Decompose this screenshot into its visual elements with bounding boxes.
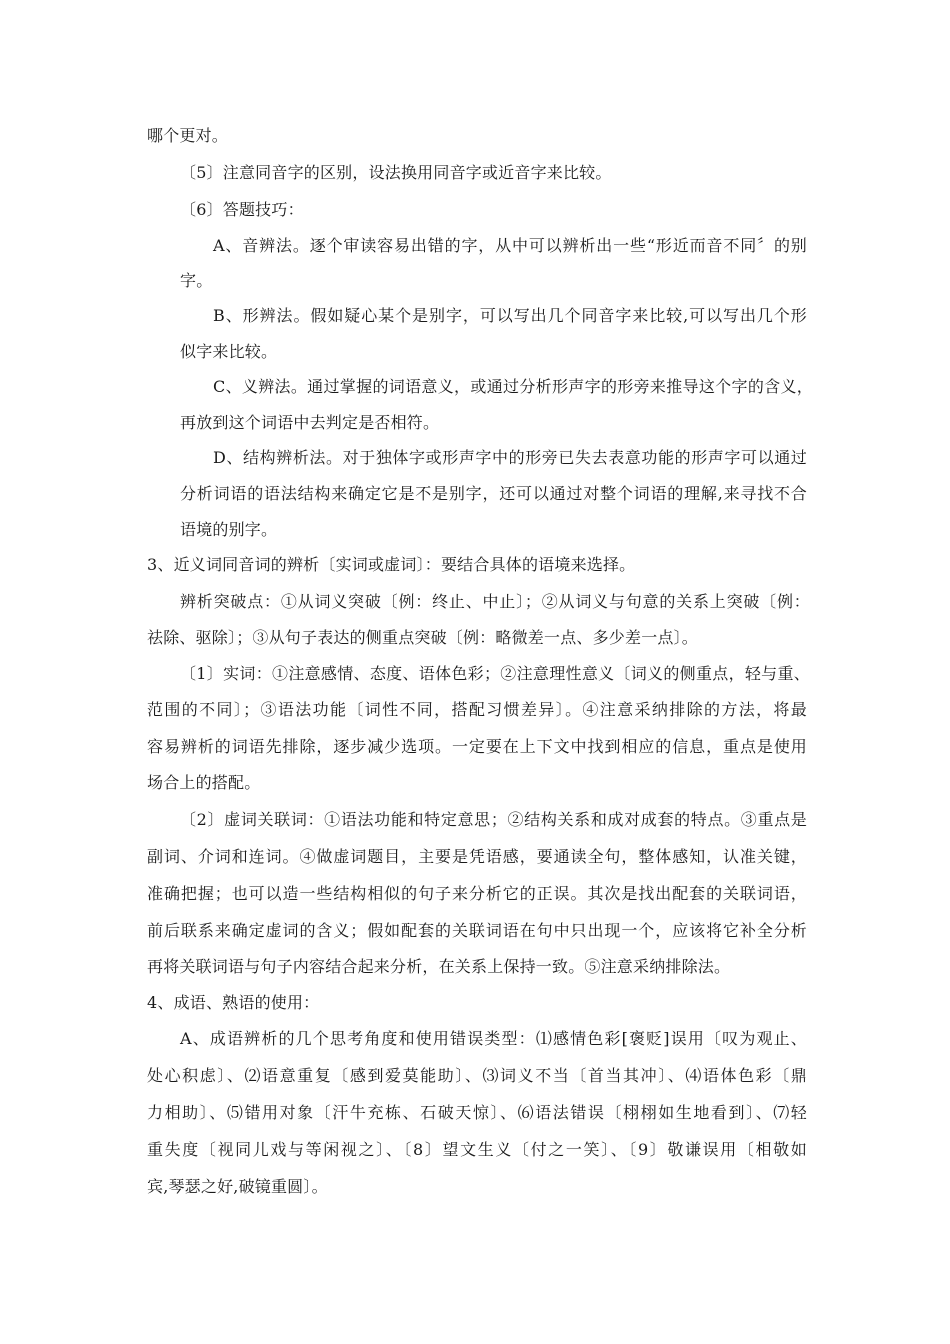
text-line: 再将关联词语与句子内容结合起来分析，在关系上保持一致。⑤注意采纳排除法。: [147, 957, 731, 976]
text-line: 副词、介词和连词。④做虚词题目，主要是凭语感，要通读全句，整体感知，认准关键，: [147, 847, 807, 866]
text-line: 语境的别字。: [180, 520, 278, 539]
text-line: 祛除、驱除〕；③从句子表达的侧重点突破〔例：略微差一点、多少差一点〕。: [147, 628, 699, 647]
text-line: 重失度〔视同儿戏与等闲视之〕、〔8〕望文生义〔付之一笑〕、〔9〕敬谦误用〔相敬如: [147, 1140, 807, 1159]
text-line: 准确把握；也可以造一些结构相似的句子来分析它的正误。其次是找出配套的关联词语，: [147, 884, 807, 903]
text-line: 〔6〕答题技巧：: [180, 200, 304, 219]
text-line: 辨析突破点：①从词义突破〔例：终止、中止〕；②从词义与句意的关系上突破〔例：: [180, 592, 810, 611]
text-line: 〔2〕虚词关联词：①语法功能和特定意思；②结构关系和成对成套的特点。③重点是: [180, 810, 807, 829]
text-line: 3、近义词同音词的辨析〔实词或虚词〕：要结合具体的语境来选择。: [147, 555, 636, 574]
text-line: 宾,琴瑟之好,破镜重圆〕。: [147, 1177, 328, 1196]
text-line: 分析词语的语法结构来确定它是不是别字，还可以通过对整个词语的理解,来寻找不合: [180, 484, 807, 503]
text-line: 再放到这个词语中去判定是否相符。: [180, 413, 440, 432]
text-line: 〔1〕实词：①注意感情、态度、语体色彩；②注意理性意义〔词义的侧重点，轻与重、: [180, 664, 810, 683]
text-line: B、形辨法。假如疑心某个是别字，可以写出几个同音字来比较,可以写出几个形: [213, 306, 807, 325]
text-line: 处心积虑〕、⑵语意重复〔感到爱莫能助〕、⑶词义不当〔首当其冲〕、⑷语体色彩〔鼎: [147, 1066, 807, 1085]
text-line: 字。: [180, 271, 213, 290]
text-line: C、义辨法。通过掌握的词语意义，或通过分析形声字的形旁来推导这个字的含义，: [213, 377, 813, 396]
text-line: 场合上的搭配。: [147, 773, 261, 792]
text-line: A、音辨法。逐个审读容易出错的字，从中可以辨析出一些“形近而音不同〞的别: [213, 236, 807, 255]
text-line: 范围的不同〕；③语法功能〔词性不同，搭配习惯差异〕。④注意采纳排除的方法，将最: [147, 700, 807, 719]
text-line: A、成语辨析的几个思考角度和使用错误类型：⑴感情色彩[褒贬]误用〔叹为观止、: [180, 1029, 807, 1048]
text-line: 哪个更对。: [147, 126, 229, 145]
text-line: 前后联系来确定虚词的含义；假如配套的关联词语在句中只出现一个，应该将它补全分析: [147, 921, 807, 940]
text-line: 〔5〕注意同音字的区别，设法换用同音字或近音字来比较。: [180, 163, 612, 182]
text-line: 力相助〕、⑸错用对象〔汗牛充栋、石破天惊〕、⑹语法错误〔栩栩如生地看到〕、⑺轻: [147, 1103, 807, 1122]
text-line: 容易辨析的词语先排除，逐步减少选项。一定要在上下文中找到相应的信息，重点是使用: [147, 737, 807, 756]
text-line: D、结构辨析法。对于独体字或形声字中的形旁已失去表意功能的形声字可以通过: [213, 448, 807, 467]
text-line: 4、成语、熟语的使用：: [147, 993, 320, 1012]
text-line: 似字来比较。: [180, 342, 278, 361]
